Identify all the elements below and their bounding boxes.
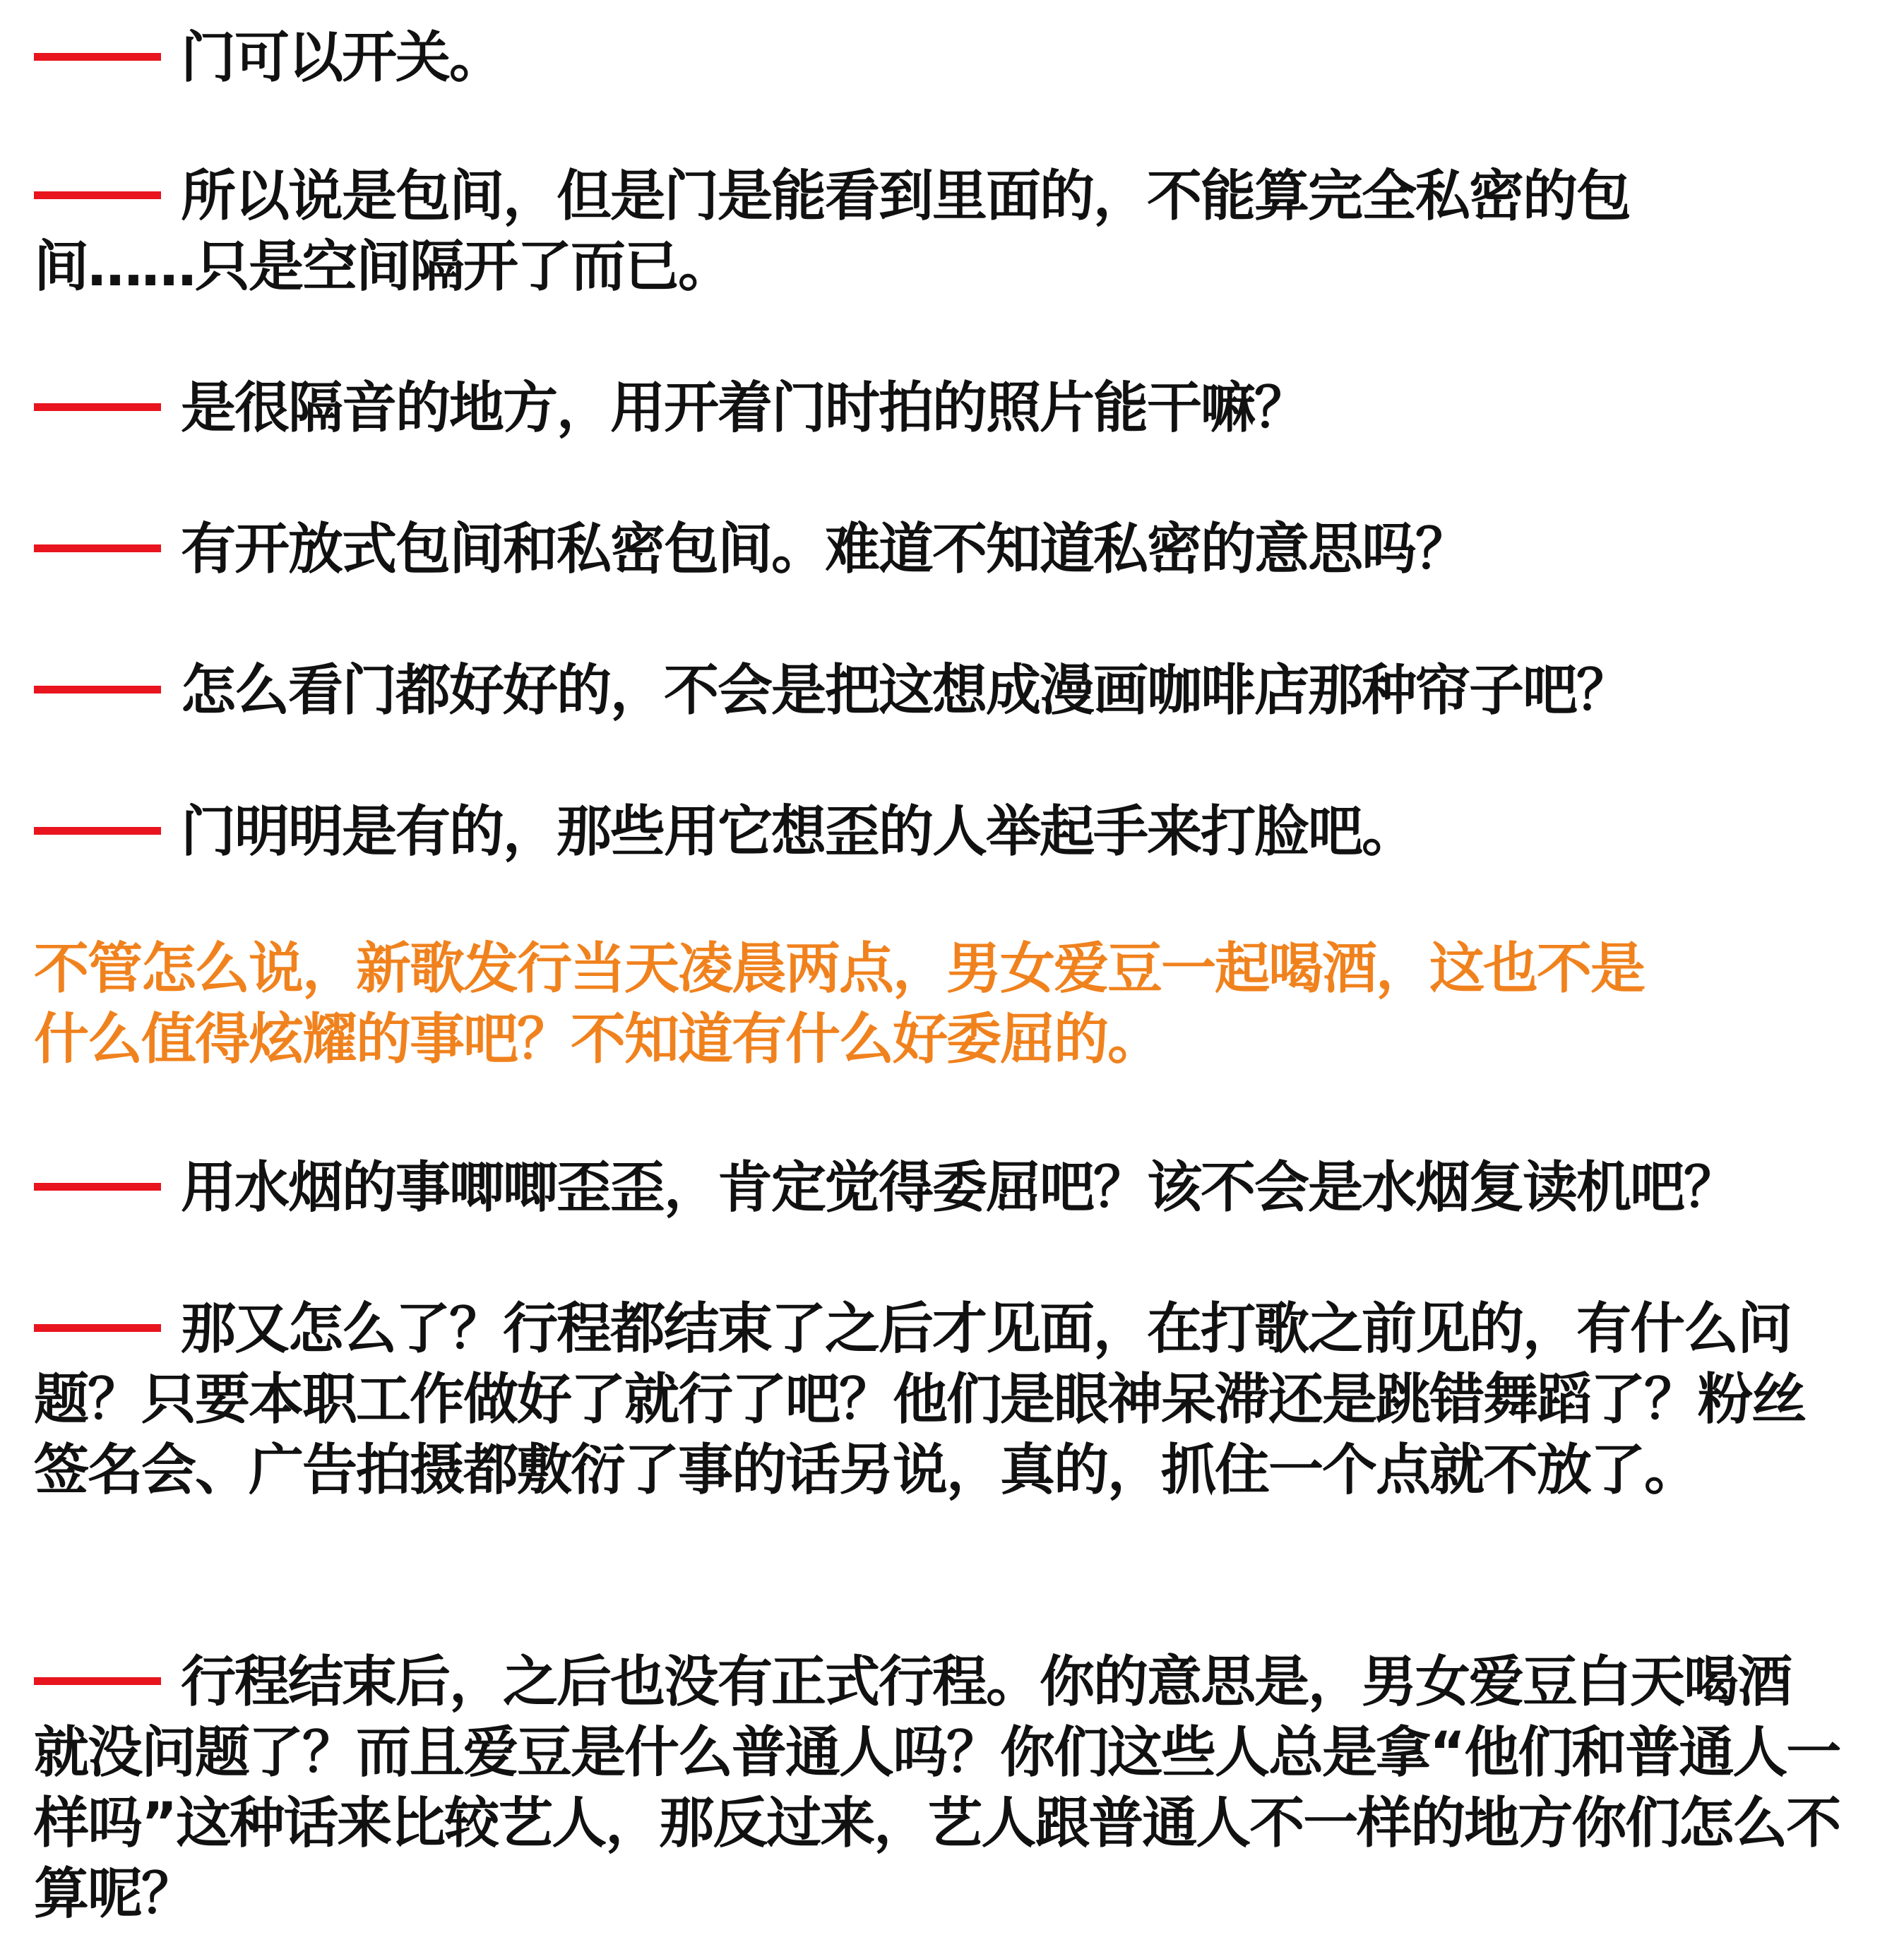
comment-1: [34, 23, 1870, 93]
comment-6: [34, 797, 1870, 867]
comment-7: [34, 1153, 1870, 1223]
comment-text: 怎么看门都好好的，不会是把这想成漫画咖啡店那种帘子吧？: [181, 659, 1631, 722]
red-dash-marker: [34, 403, 161, 411]
comment-8: [34, 1294, 1842, 1506]
red-dash-marker: [34, 544, 161, 552]
red-dash-marker: [34, 191, 161, 199]
comment-3: [34, 373, 1870, 443]
comment-text: 门明明是有的，那些用它想歪的人举起手来打脸吧。: [181, 800, 1416, 864]
highlighted-remark: [34, 934, 1651, 1075]
highlighted-text: 不管怎么说，新歌发行当天凌晨两点，男女爱豆一起喝酒，这也不是什么值得炫耀的事吧？不知道有什么好委屈的。: [34, 937, 1645, 1071]
comment-text: 用水烟的事唧唧歪歪，肯定觉得委屈吧？该不会是水烟复读机吧？: [181, 1156, 1738, 1220]
comment-text: 所以说是包间，但是门是能看到里面的，不能算完全私密的包间……只是空间隔开了而已。: [34, 165, 1631, 299]
red-dash-marker: [34, 1324, 161, 1332]
red-dash-marker: [34, 1183, 161, 1191]
red-dash-marker: [34, 686, 161, 693]
comment-5: [34, 655, 1870, 726]
comment-text: 有开放式包间和私密包间。难道不知道私密的意思吗？: [181, 518, 1470, 581]
comment-text: 行程结束后，之后也没有正式行程。你的意思是，男女爱豆白天喝酒就没问题了？而且爱豆是什么普通人吗？你们这些人总是拿“他们和普通人一样吗”这种话来比较艺人，那反过来，艺人跟普通人不一样的地方你们怎么不算呢？: [34, 1650, 1840, 1926]
red-dash-marker: [34, 827, 161, 835]
comment-9: [34, 1647, 1842, 1929]
comment-2: [34, 161, 1785, 302]
comment-text: 是很隔音的地方，用开着门时拍的照片能干嘛？: [181, 376, 1309, 440]
red-dash-marker: [34, 53, 161, 61]
comment-text: 门可以开关。: [181, 26, 504, 90]
comment-4: [34, 514, 1870, 585]
red-dash-marker: [34, 1677, 161, 1685]
comment-text: 那又怎么了？行程都结束了之后才见面，在打歌之前见的，有什么问题？只要本职工作做好了就行了吧？他们是眼神呆滞还是跳错舞蹈了？粉丝签名会、广告拍摄都敷衍了事的话另说，真的，抓住一个点就不放了。: [34, 1297, 1806, 1502]
